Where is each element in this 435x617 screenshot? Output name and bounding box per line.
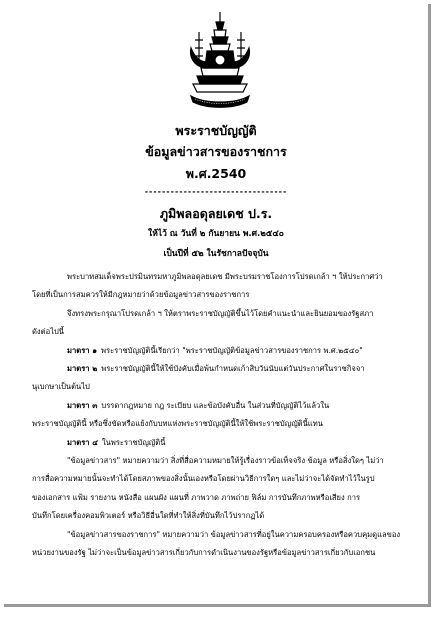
definition-line: "ข้อมูลข่าวสารของราชการ" หมายความว่า ข้อมูลข่าวสารที่อยู่ในความครอบครองหรือควบคุมดูแลของ [67, 529, 401, 539]
document-body [32, 268, 406, 563]
document-year: พ.ศ.2540 [185, 166, 247, 181]
given-date: ให้ไว้ ณ วันที่ ๒ กันยายน พ.ศ.๒๕๔๐ [148, 229, 284, 239]
preamble-line: พระบาทสมเด็จพระปรมินทรมหาภูมิพลอดุลยเดช มีพระบรมราชโองการโปรดเกล้า ฯ ให้ประกาศว่า [67, 272, 383, 281]
king-name: ภูมิพลอดุลยเดช ป.ร. [159, 206, 273, 221]
section-label: มาตรา ๑ [67, 345, 98, 355]
section-text: บรรดากฎหมาย กฎ ระเบียบ และข้อบังคับอื่น ในส่วนที่บัญญัติไว้แล้วใน [101, 400, 330, 410]
preamble-line: ดังต่อไปนี้ [32, 327, 64, 337]
section-text: ในพระราชบัญญัตินี้ [101, 437, 166, 447]
definition-line: ของเอกสาร แฟ้ม รายงาน หนังสือ แผนผัง แผนที่ ภาพวาด ภาพถ่าย ฟิล์ม การบันทึกภาพหรือเสียง การ [32, 492, 361, 502]
document-page [4, 4, 431, 607]
preamble-line: โดยที่เป็นการสมควรให้มีกฎหมายว่าด้วยข้อมูลข่าวสารของราชการ [32, 290, 250, 300]
section-3 [32, 397, 406, 415]
divider-line: --------------------------------- [144, 187, 288, 196]
definition-line: "ข้อมูลข่าวสาร" หมายความว่า สิ่งที่สื่อความหมายให้รู้เรื่องราวข้อเท็จจริง ข้อมูล หรือสิ่งใดๆ ไม่ว่า [67, 456, 384, 466]
reign-year: เป็นปีที่ ๕๒ ในรัชกาลปัจจุบัน [163, 249, 269, 259]
document-title: พระราชบัญญัติ [175, 123, 257, 138]
section-label: มาตรา ๒ [67, 364, 98, 374]
section-label: มาตรา ๔ [67, 437, 98, 447]
section-text: นุเบกษาเป็นต้นไป [32, 382, 90, 392]
definition-line: หน่วยงานของรัฐ ไม่ว่าจะเป็นข้อมูลข่าวสารเกี่ยวกับการดำเนินงานของรัฐหรือข้อมูลข่าวสารเกี่ยวกับเอกชน [32, 548, 376, 558]
preamble-line: จึงทรงพระกรุณาโปรดเกล้า ฯ ให้ตราพระราชบัญญัติขึ้นไว้โดยคำแนะนำและยินยอมของรัฐสภา [67, 308, 374, 318]
definition-line: การสื่อความหมายนั้นจะทำได้โดยสภาพของสิ่งนั้นเองหรือโดยผ่านวิธีการใดๆ และไม่ว่าจะได้จัดทำไว้ในรูป [32, 474, 375, 484]
section-text: พระราชบัญญัตินี้ หรือซึ่งขัดหรือแย้งกับบทแห่งพระราชบัญญัตินี้ให้ใช้พระราชบัญญัตินี้แทน [32, 419, 323, 429]
royal-seal-emblem [185, 10, 255, 114]
section-label: มาตรา ๓ [67, 400, 98, 410]
section-4 [32, 434, 406, 452]
section-text: พระราชบัญญัตินี้ให้ใช้บังคับเมื่อพ้นกำหนดเก้าสิบวันนับแต่วันประกาศในราชกิจจา [101, 364, 365, 374]
section-text: พระราชบัญญัตินี้เรียกว่า "พระราชบัญญัติข้อมูลข่าวสารของราชการ พ.ศ.๒๕๔๐" [101, 345, 363, 355]
definition-line: บันทึกโดยเครื่องคอมพิวเตอร์ หรือวิธีอื่นใดที่ทำให้สิ่งที่บันทึกไว้ปรากฏได้ [32, 511, 265, 521]
section-2 [32, 360, 406, 378]
document-subtitle: ข้อมูลข่าวสารของราชการ [145, 144, 287, 159]
section-1 [32, 342, 406, 360]
